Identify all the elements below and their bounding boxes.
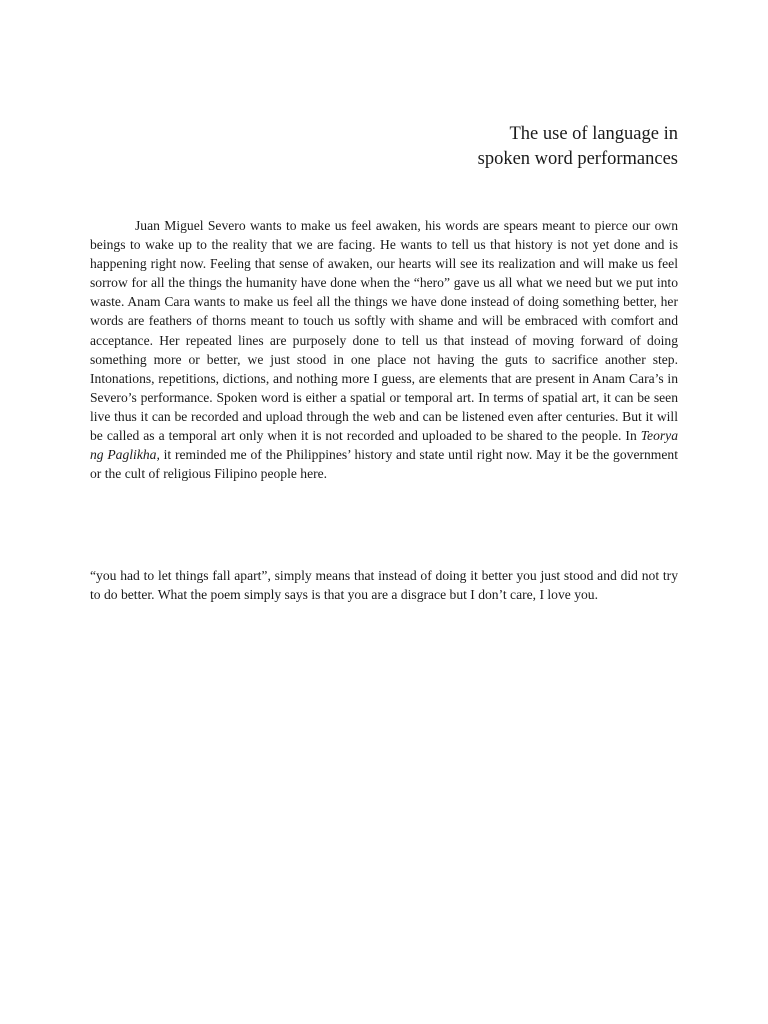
paragraph-1-text-after-title: it reminded me of the Philippines’ history and state until right now. May it be the government or the cult of religious Filipino people here. — [90, 447, 678, 482]
paragraph-1-text-before-title: Juan Miguel Severo wants to make us feel awaken, his words are spears meant to pierce our own beings to wake up to the reality that we are facing. He wants to tell us that history is not yet done and is happening right now. Feeling that sense of awaken, our hearts will see its realization and will make us feel sorrow for all the things the humanity have done when the “hero” gave us all what we need but we put into waste. Anam Cara wants to make us feel all the things we have done instead of doing something better, her words are feathers of thorns meant to touch us softly with shame and will be embraced with comfort and acceptance. Her repeated lines are purposely done to tell us that instead of moving forward of doing something more or better, we just stood in one place not having the guts to sacrifice another step. Intonations, repetitions, dictions, and nothing more I guess, are elements that are present in Anam Cara’s in Severo’s performance. Spoken word is either a spatial or temporal art. In terms of spatial art, it can be seen live thus it can be recorded and upload through the web and can be listened even after centuries. But it will be called as a temporal art only when it is not recorded and uploaded to be shared to the people. In — [90, 218, 678, 444]
document-title — [258, 122, 678, 172]
work-title-italic: Teorya ng Paglikha, — [90, 428, 678, 463]
title-line-1: The use of language in — [509, 124, 678, 144]
title-line-2: spoken word performances — [477, 149, 678, 169]
body-paragraph-2: “you had to let things fall apart”, simply means that instead of doing it better you just stood and did not try to do better. What the poem simply says is that you are a disgrace but I don’t care, I love you. — [90, 568, 678, 603]
body-paragraph-1 — [90, 216, 678, 483]
